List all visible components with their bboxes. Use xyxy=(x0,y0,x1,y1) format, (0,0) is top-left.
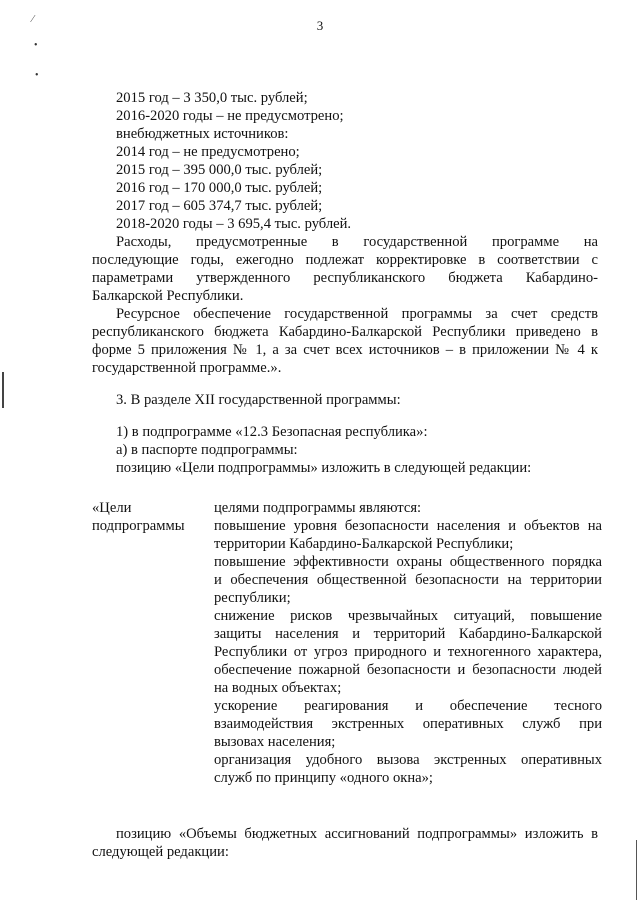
paragraph-line: республиканского бюджета Кабардино-Балкарской Республики приведено в xyxy=(92,324,598,340)
paragraph-line: Ресурсное обеспечение государственной программы за счет средств xyxy=(116,306,598,322)
table-left-label: «Цели xyxy=(92,500,132,516)
paragraph-line: Расходы, предусмотренные в государственной программе на xyxy=(116,234,598,250)
table-right-line: взаимодействия экстренных оперативных служб при xyxy=(214,716,602,732)
scan-mark: • xyxy=(34,40,38,51)
budget-line: 2016-2020 годы – не предусмотрено; xyxy=(116,108,344,124)
table-right-line: защиты населения и территорий Кабардино-Балкарской xyxy=(214,626,602,642)
scan-mark: • xyxy=(35,70,39,81)
paragraph-line: параметрами утвержденного республиканского бюджета Кабардино- xyxy=(92,270,598,286)
budget-line: 2015 год – 395 000,0 тыс. рублей; xyxy=(116,162,323,178)
table-right-line: служб по принципу «одного окна»; xyxy=(214,770,433,786)
paragraph-line: последующие годы, ежегодно подлежат корректировке в соответствии с xyxy=(92,252,598,268)
table-right-line: целями подпрограммы являются: xyxy=(214,500,422,516)
sub-item: 1) в подпрограмме «12.3 Безопасная республика»: xyxy=(116,424,428,440)
table-right-line: обеспечение пожарной безопасности и безопасности людей xyxy=(214,662,602,678)
table-right-line: повышение уровня безопасности населения и объектов на xyxy=(214,518,602,534)
table-right-line: республики; xyxy=(214,590,291,606)
table-right-line: на водных объектах; xyxy=(214,680,342,696)
budget-line: 2018-2020 годы – 3 695,4 тыс. рублей. xyxy=(116,216,352,232)
budget-line: 2015 год – 3 350,0 тыс. рублей; xyxy=(116,90,308,106)
table-right-line: вызовах населения; xyxy=(214,734,336,750)
table-right-line: и обеспечения общественной безопасности на территории xyxy=(214,572,602,588)
paragraph-line: Балкарской Республики. xyxy=(92,288,244,304)
instruction-line: следующей редакции: xyxy=(92,844,229,860)
instruction-line: позицию «Цели подпрограммы» изложить в следующей редакции: xyxy=(116,460,532,476)
budget-line: внебюджетных источников: xyxy=(116,126,289,142)
budget-line: 2016 год – 170 000,0 тыс. рублей; xyxy=(116,180,323,196)
budget-line: 2017 год – 605 374,7 тыс. рублей; xyxy=(116,198,323,214)
budget-line: 2014 год – не предусмотрено; xyxy=(116,144,300,160)
paragraph-line: форме 5 приложения № 1, а за счет всех источников – в приложении № 4 к xyxy=(92,342,598,358)
scan-edge-mark xyxy=(2,372,4,408)
section-heading: 3. В разделе XII государственной программы: xyxy=(116,392,401,408)
instruction-line: позицию «Объемы бюджетных ассигнований подпрограммы» изложить в xyxy=(116,826,598,842)
table-right-line: территории Кабардино-Балкарской Республики; xyxy=(214,536,514,552)
page-number: 3 xyxy=(316,18,324,33)
sub-item: а) в паспорте подпрограммы: xyxy=(116,442,298,458)
table-left-label: подпрограммы xyxy=(92,518,185,534)
scan-mark: ⁄ xyxy=(32,14,34,25)
table-right-line: снижение рисков чрезвычайных ситуаций, повышение xyxy=(214,608,602,624)
scan-edge-mark xyxy=(636,840,637,900)
paragraph-line: государственной программе.». xyxy=(92,360,282,376)
table-right-line: ускорение реагирования и обеспечение тесного xyxy=(214,698,602,714)
table-right-line: повышение эффективности охраны общественного порядка xyxy=(214,554,602,570)
table-right-line: организация удобного вызова экстренных оперативных xyxy=(214,752,602,768)
table-right-line: Республики от угроз природного и техногенного характера, xyxy=(214,644,602,660)
